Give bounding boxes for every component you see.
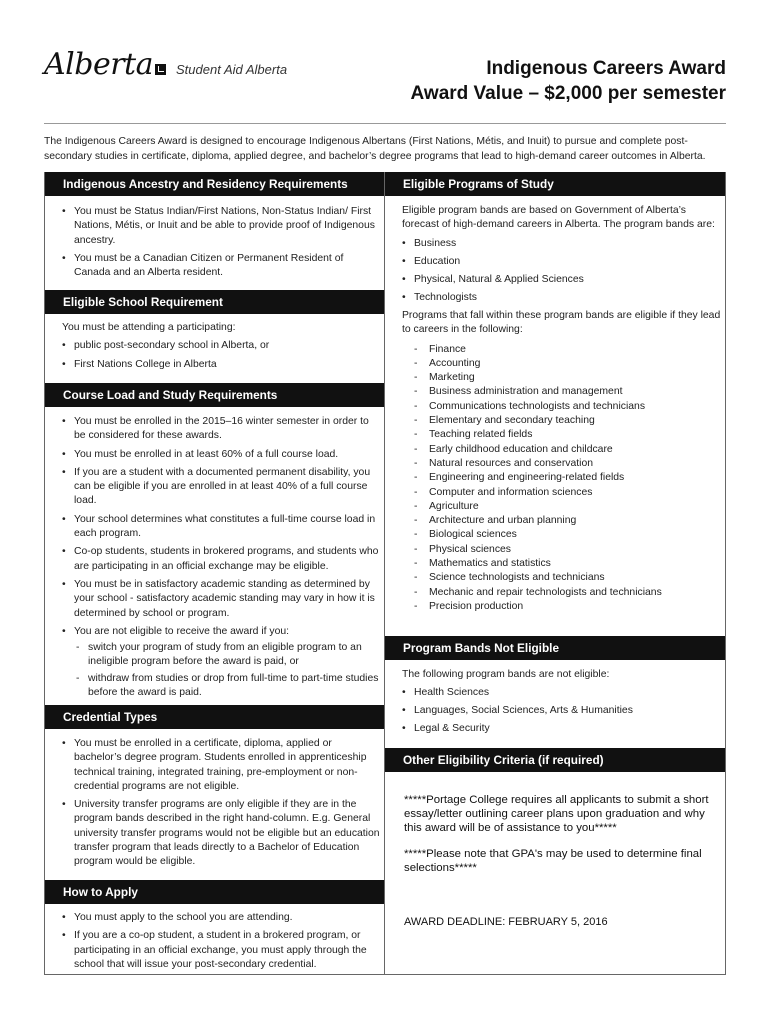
list-item: • Your school determines what constitutes a full-time course load in each program. xyxy=(62,513,380,542)
list-item: • You must be in satisfactory academic standing as determined by your school - satisfactory academic standing may vary in how it is determined by school or program. xyxy=(62,578,380,621)
not-eligible-intro: The following program bands are not eligible: xyxy=(402,669,610,680)
programs-intro: Eligible program bands are based on Government of Alberta’s forecast of high-demand careers in Alberta. The program bands are: xyxy=(402,205,715,231)
list-item-text: You are not eligible to receive the award if you: xyxy=(74,625,290,637)
credential-heading: Credential Types xyxy=(45,705,384,729)
programs-heading: Eligible Programs of Study xyxy=(385,172,725,196)
career-item: - Business administration and management xyxy=(412,385,722,399)
other-criteria-heading: Other Eligibility Criteria (if required) xyxy=(385,748,725,772)
program-band: • Technologists xyxy=(402,291,722,305)
logo-wordmark: Alberta xyxy=(44,47,153,82)
apply-section xyxy=(62,911,380,976)
list-item: • Health Sciences xyxy=(402,686,722,700)
career-item: - Computer and information sciences xyxy=(412,486,722,500)
career-item: - Architecture and urban planning xyxy=(412,514,722,528)
career-item: - Agriculture xyxy=(412,500,722,514)
page-header xyxy=(44,47,726,114)
school-section xyxy=(62,321,380,376)
not-eligible-section xyxy=(402,668,722,741)
list-item: • Co-op students, students in brokered programs, and students who are participating in an official exchange may be eligible. xyxy=(62,545,380,574)
career-item: - Communications technologists and technicians xyxy=(412,400,722,414)
not-eligible-heading: Program Bands Not Eligible xyxy=(385,636,725,660)
list-item: • Legal & Security xyxy=(402,722,722,736)
credential-section xyxy=(62,737,380,874)
career-item: - Finance xyxy=(412,343,722,357)
list-item: • Languages, Social Sciences, Arts & Humanities xyxy=(402,704,722,718)
career-item: - Mathematics and statistics xyxy=(412,557,722,571)
school-heading: Eligible School Requirement xyxy=(45,290,384,314)
intro-paragraph: The Indigenous Careers Award is designed to encourage Indigenous Albertans (First Nations, Métis, and Inuit) to pursue and complete post-secondary studies in certificate, diploma, applied degree, and bachelor’s degree programs that lead to high-demand career outcomes in Alberta. xyxy=(44,136,706,162)
list-item: • You must be enrolled in at least 60% of a full course load. xyxy=(62,448,380,462)
alberta-logo xyxy=(44,47,288,82)
course-load-section xyxy=(62,415,380,704)
apply-heading: How to Apply xyxy=(45,880,384,904)
career-item: - Accounting xyxy=(412,357,722,371)
career-item: - Natural resources and conservation xyxy=(412,457,722,471)
logo-subtitle: Student Aid Alberta xyxy=(176,61,288,77)
career-item: - Biological sciences xyxy=(412,528,722,542)
career-item: - Early childhood education and childcare xyxy=(412,443,722,457)
career-item: - Physical sciences xyxy=(412,543,722,557)
sub-list-item: - withdraw from studies or drop from full-time to part-time studies before the award is paid. xyxy=(74,672,380,701)
program-band: • Physical, Natural & Applied Sciences xyxy=(402,273,722,287)
page-title: Indigenous Careers Award xyxy=(486,58,726,79)
career-item: - Teaching related fields xyxy=(412,428,722,442)
list-item: • University transfer programs are only eligible if they are in the program bands described in the right hand-column. E.g. General university transfer programs would not be eligible but an education transfer program that leads directly to a Bachelor of Education program would be eligible. xyxy=(62,798,380,869)
program-band: • Business xyxy=(402,237,722,251)
award-deadline: AWARD DEADLINE: FEBRUARY 5, 2016 xyxy=(404,916,608,928)
career-item: - Mechanic and repair technologists and technicians xyxy=(412,586,722,600)
sub-list xyxy=(74,641,380,700)
portage-requirement-note: *****Portage College requires all applicants to submit a short essay/letter outlining career plans upon graduation and why this award will be of assistance to you***** xyxy=(404,794,709,835)
career-item: - Precision production xyxy=(412,600,722,614)
ancestry-section xyxy=(62,205,380,284)
list-item xyxy=(62,625,380,700)
list-item: • You must be enrolled in the 2015–16 winter semester in order to be considered for these awards. xyxy=(62,415,380,444)
title-block xyxy=(411,56,726,106)
careers-intro: Programs that fall within these program bands are eligible if they lead to careers in the following: xyxy=(402,309,721,336)
list-item: • If you are a student with a documented permanent disability, you can be eligible if you are enrolled in at least 40% of a full course load. xyxy=(62,466,380,509)
career-item: - Marketing xyxy=(412,371,722,385)
career-item: - Elementary and secondary teaching xyxy=(412,414,722,428)
career-item: - Science technologists and technicians xyxy=(412,571,722,585)
sub-list-item: - switch your program of study from an eligible program to an ineligible program before the award is paid, or xyxy=(74,641,380,670)
course-load-heading: Course Load and Study Requirements xyxy=(45,383,384,407)
list-item: • You must be Status Indian/First Nations, Non-Status Indian/ First Nations, Métis, or Inuit and be able to provide proof of Indigenous ancestry. xyxy=(62,205,380,248)
list-item: • First Nations College in Alberta xyxy=(62,358,380,372)
list-item: • You must be enrolled in a certificate, diploma, applied or bachelor’s degree program. Students enrolled in apprenticeship technical training, integrated training, pre-employment or non-credential programs are not eligible. xyxy=(62,737,380,794)
programs-section xyxy=(402,204,722,614)
list-item: • You must apply to the school you are attending. xyxy=(62,911,380,925)
award-value: Award Value – $2,000 per semester xyxy=(410,83,726,104)
program-band: • Education xyxy=(402,255,722,269)
list-item: • You must be a Canadian Citizen or Permanent Resident of Canada and an Alberta resident. xyxy=(62,252,380,281)
list-item: • If you are a co-op student, a student in a brokered program, or participating in an official exchange, you must apply through the school that will issue your post-secondary credential. xyxy=(62,929,380,972)
list-item: • public post-secondary school in Alberta, or xyxy=(62,339,380,353)
column-divider xyxy=(384,172,385,975)
header-rule xyxy=(44,123,726,124)
logo-mark-icon xyxy=(155,64,166,75)
ancestry-heading: Indigenous Ancestry and Residency Requirements xyxy=(45,172,384,196)
school-intro: You must be attending a participating: xyxy=(62,322,236,333)
gpa-note: *****Please note that GPA's may be used to determine final selections***** xyxy=(404,848,702,875)
career-item: - Engineering and engineering-related fields xyxy=(412,471,722,485)
